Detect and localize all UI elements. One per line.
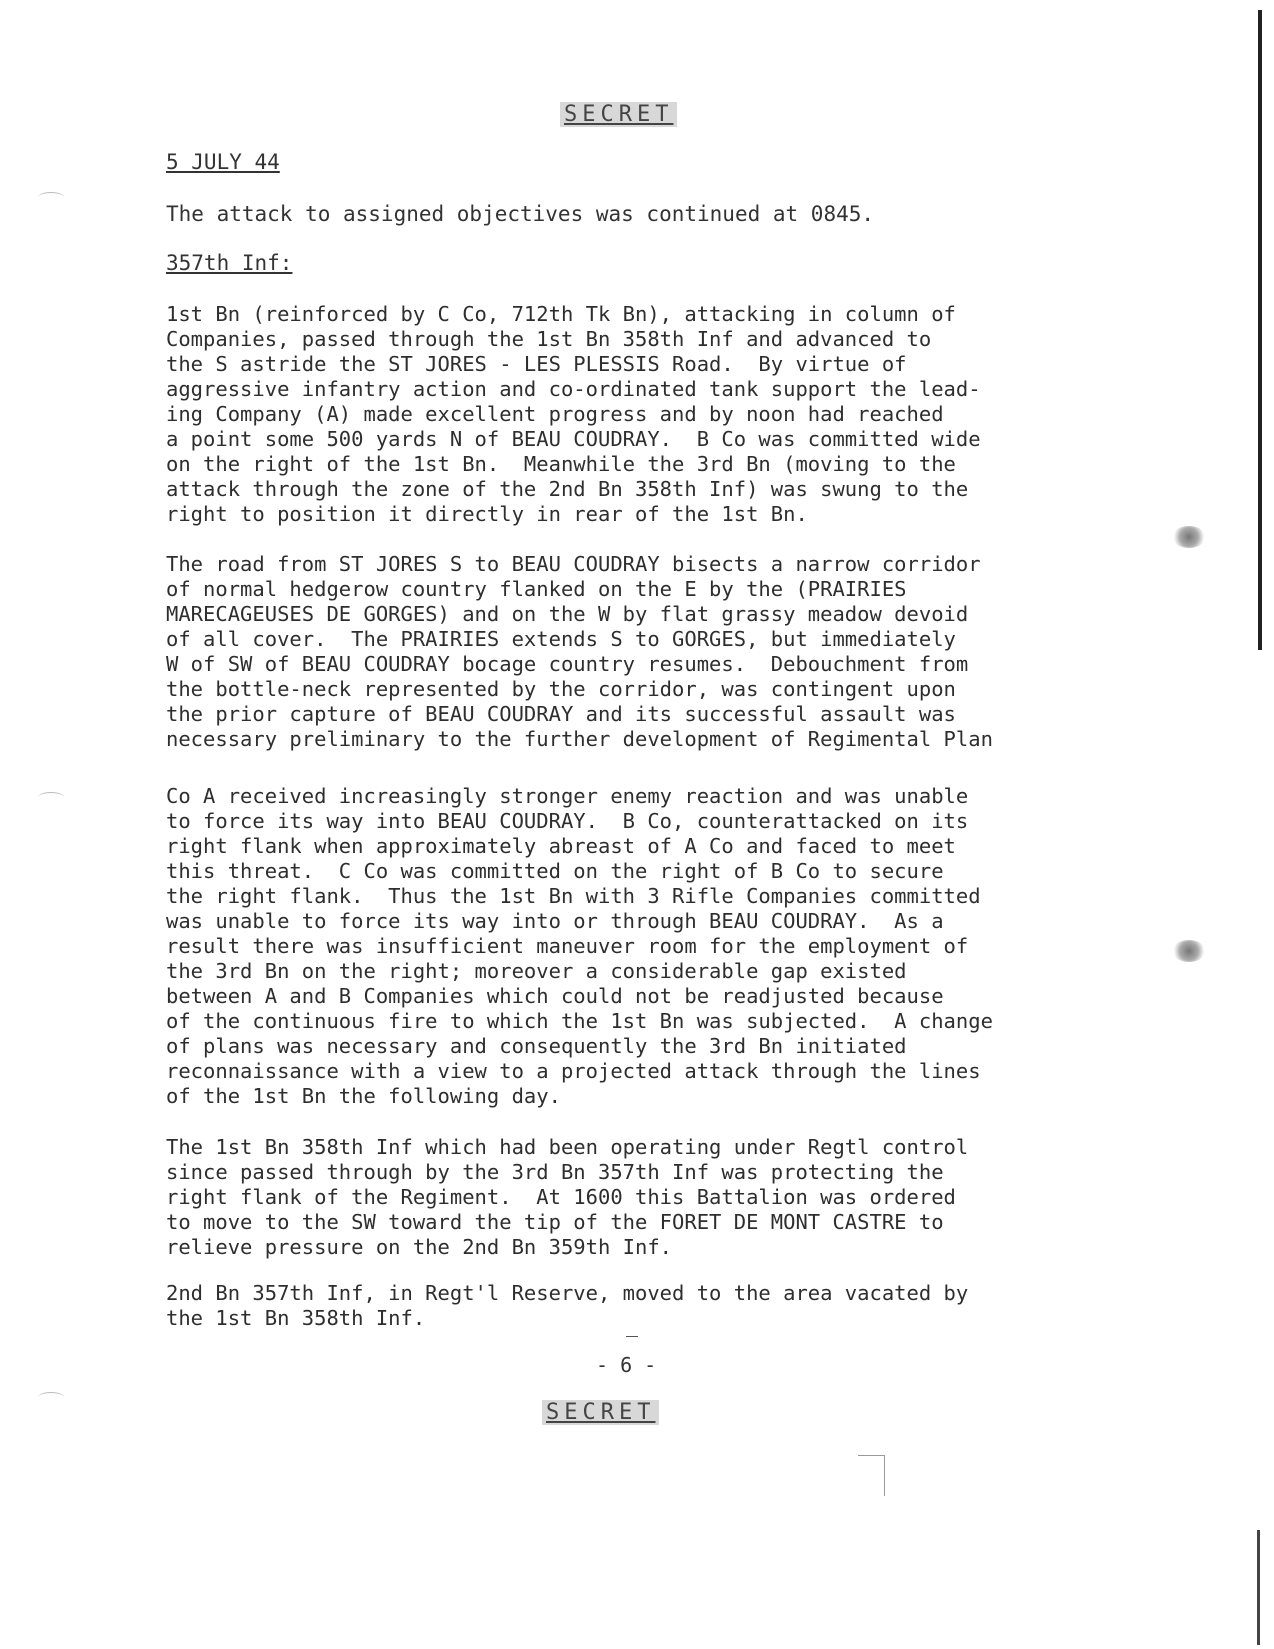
entry-date: 5 JULY 44 <box>166 150 280 174</box>
scan-smudge <box>1172 940 1206 962</box>
paragraph: The road from ST JORES S to BEAU COUDRAY bisects a narrow corridor of normal hedgerow country flanked on the E by the (PRAIRIES MARECAGEUSES DE GORGES) and on the W by flat grassy meadow devoid of all cover. The PRAIRIES extends S to GORGES, but immediately W of SW of BEAU COUDRAY bocage country resumes. Debouchment from the bottle-neck represented by the corridor, was contingent upon the prior capture of BEAU COUDRAY and its successful assault was necessary preliminary to the further development of Regimental Plan <box>166 552 993 751</box>
unit-heading: 357th Inf: <box>166 251 293 275</box>
classification-stamp-top: SECRET <box>560 102 677 127</box>
page-number: - 6 - <box>596 1353 657 1377</box>
page-number-mark <box>626 1336 638 1337</box>
punch-hole-mark <box>38 192 64 203</box>
paragraph: The 1st Bn 358th Inf which had been operating under Regtl control since passed through by the 3rd Bn 357th Inf was protecting the right flank of the Regiment. At 1600 this Battalion was ordered to move to the SW toward the tip of the FORET DE MONT CASTRE to relieve pressure on the 2nd Bn 359th Inf. <box>166 1135 969 1259</box>
punch-hole-mark <box>38 792 64 803</box>
entry-lead-sentence: The attack to assigned objectives was continued at 0845. <box>166 202 875 226</box>
punch-hole-mark <box>38 1392 64 1403</box>
paragraph: 1st Bn (reinforced by C Co, 712th Tk Bn), attacking in column of Companies, passed through the 1st Bn 358th Inf and advanced to the S astride the ST JORES - LES PLESSIS Road. By virtue of aggressive infantry action and co-ordinated tank support the lead- ing Company (A) made excellent progress and by noon had reached a point some 500 yards N of BEAU COUDRAY. B Co was committed wide on the right of the 1st Bn. Meanwhile the 3rd Bn (moving to the attack through the zone of the 2nd Bn 358th Inf) was swung to the right to position it directly in rear of the 1st Bn. <box>166 302 981 526</box>
scan-edge-shadow <box>1258 10 1262 650</box>
paragraph: Co A received increasingly stronger enemy reaction and was unable to force its way into BEAU COUDRAY. B Co, counterattacked on its right flank when approximately abreast of A Co and faced to meet this threat. C Co was committed on the right of B Co to secure the right flank. Thus the 1st Bn with 3 Rifle Companies committed was unable to force its way into or through BEAU COUDRAY. As a result there was insufficient maneuver room for the employment of the 3rd Bn on the right; moreover a considerable gap existed between A and B Companies which could not be readjusted because of the continuous fire to which the 1st Bn was subjected. A change of plans was necessary and consequently the 3rd Bn initiated reconnaissance with a view to a projected attack through the lines of the 1st Bn the following day. <box>166 784 993 1108</box>
scan-edge-shadow-bottom <box>1257 1530 1260 1645</box>
paragraph: 2nd Bn 357th Inf, in Regt'l Reserve, moved to the area vacated by the 1st Bn 358th Inf. <box>166 1281 969 1330</box>
pencil-mark <box>858 1455 885 1496</box>
classification-stamp-bottom: SECRET <box>542 1400 659 1425</box>
scan-smudge <box>1172 526 1206 548</box>
